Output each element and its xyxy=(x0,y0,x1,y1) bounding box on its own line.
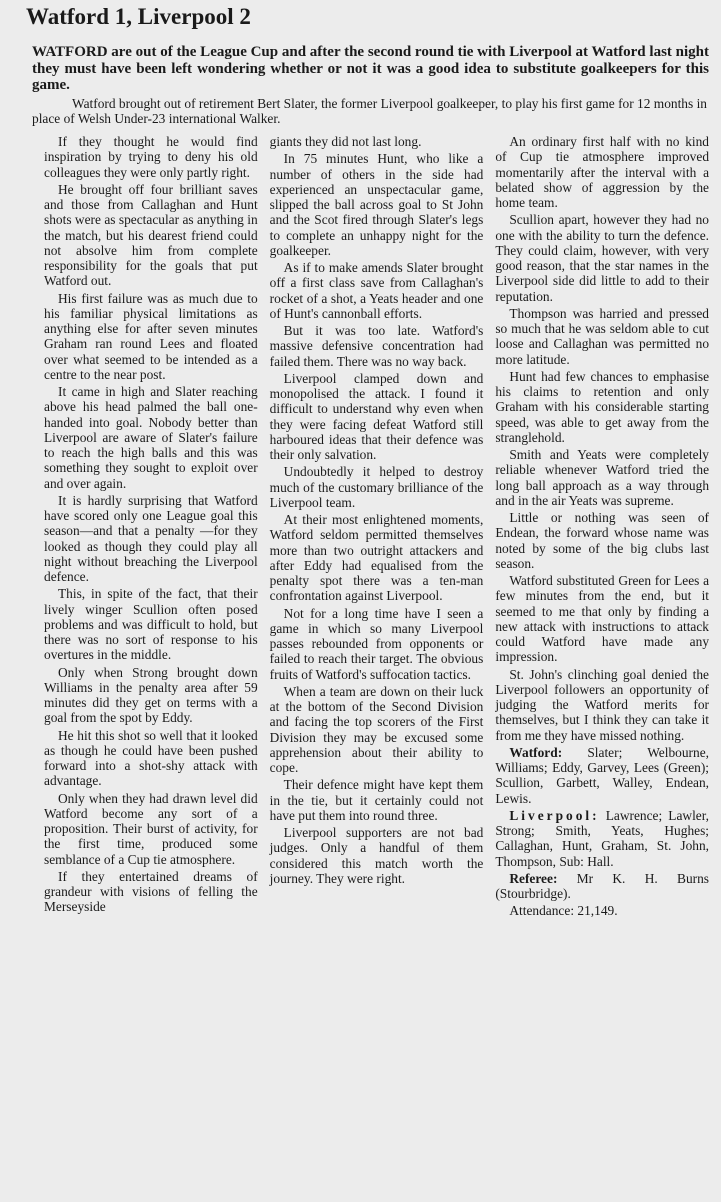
paragraph: An ordinary first half with no kind of Cup tie atmosphere improved momentarily after the interval with a belated show of aggression by the home team. xyxy=(495,134,710,211)
watford-label: Watford: xyxy=(509,744,563,760)
referee-line xyxy=(495,871,709,902)
paragraph: Thompson was harried and pressed so much that he was seldom able to cut loose and Callaghan was permitted no more latitude. xyxy=(495,305,710,367)
liverpool-label: Liverpool: xyxy=(509,807,600,823)
column-3 xyxy=(495,134,709,921)
attendance: Attendance: 21,149. xyxy=(509,903,618,919)
column-1 xyxy=(44,134,258,921)
referee-label: Referee: xyxy=(509,870,558,886)
paragraph: He brought off four brilliant saves and those from Callaghan and Hunt shots were as spectacular as anything in the match, but his dearest friend could not absolve him from complete responsibility for the goals that put Watford out. xyxy=(44,181,258,289)
paragraph: St. John's clinching goal denied the Liverpool followers an opportunity of judging the Watford merits for themselves, but I think they can take it from me they have missed nothing. xyxy=(495,666,710,743)
watford-lineup-text: Slater; Welbourne, Williams; Eddy, Garvey, Lees (Green); Scullion, Garbett, Walley, Endean, Lewis. xyxy=(495,744,710,806)
paragraph: This, in spite of the fact, that their lively winger Scullion often posed problems and was difficult to hold, but there was no sort of response to his overtures in the middle. xyxy=(44,586,258,663)
paragraph: Only when they had drawn level did Watford become any sort of a proposition. Their burst of activity, for the first time, produced some semblance of a Cup tie atmosphere. xyxy=(44,790,258,867)
headline: Watford 1, Liverpool 2 xyxy=(26,4,251,29)
paragraph: In 75 minutes Hunt, who like a number of others in the side had experienced an unspectacular game, slipped the ball across goal to St John and the Scot fired through Slater's legs to complete an unhappy night for the goalkeeper. xyxy=(269,151,484,258)
referee-name: Mr K. H. Burns (Stourbridge). xyxy=(495,870,710,902)
newspaper-clipping xyxy=(0,2,721,1202)
paragraph: When a team are down on their luck at the bottom of the Second Division and facing the top scorers of the First Division they may be excused some apprehension about their ability to cope. xyxy=(269,683,484,776)
paragraph: If they thought he would find inspiration by trying to deny his old colleagues they were only partly right. xyxy=(44,134,258,180)
paragraph: As if to make amends Slater brought off a first class save from Callaghan's rocket of a shot, a Yeats header and one of Hunt's cannonball efforts. xyxy=(269,260,484,321)
paragraph: Undoubtedly it helped to destroy much of the customary brilliance of the Liverpool team. xyxy=(269,464,484,510)
article-columns xyxy=(8,134,713,921)
paragraph: His first failure was as much due to his familiar physical limitations as anything else for after seven minutes Graham ran round Lees and floated over what seemed to be intended as a centre to the near post. xyxy=(44,290,258,382)
paragraph: Liverpool clamped down and monopolised the attack. I found it difficult to understand why even when they were facing defeat Watford still harboured ideas that their defence was their only salvation. xyxy=(269,370,484,463)
paragraph: If they entertained dreams of grandeur with visions of felling the Merseyside xyxy=(44,868,258,915)
paragraph: Their defence might have kept them in the tie, but it certainly could not have put them into round three. xyxy=(269,777,484,823)
paragraph: Not for a long time have I seen a game in which so many Liverpool passes rebounded from opponents or failed to reach their target. The obvious fruits of Watford's suffocation tactics. xyxy=(269,605,484,682)
intro-paragraph: WATFORD are out of the League Cup and after the second round tie with Liverpool at Watford last night they must have been left wondering whether or not it was a good idea to substitute goalkeepers for this game. xyxy=(32,44,709,94)
paragraph: It came in high and Slater reaching above his head palmed the ball one-handed into goal. Nobody better than Liverpool are aware of Slater's failure to reach the high balls and this was something they sought to exploit over and over again. xyxy=(44,384,258,491)
paragraph: Hunt had few chances to emphasise his claims to retention and only Graham with his considerable starting speed, was able to get away from the stranglehold. xyxy=(495,368,710,445)
paragraph: Only when Strong brought down Williams in the penalty area after 59 minutes did they get on terms with a goal from the spot by Eddy. xyxy=(44,664,258,726)
paragraph: Smith and Yeats were completely reliable whenever Watford tried the long ball approach as a way through and in the air Yeats was supreme. xyxy=(495,447,710,508)
paragraph: He hit this shot so well that it looked as though he could have been pushed forward into a shot-shy attack with advantage. xyxy=(44,727,258,789)
paragraph: giants they did not last long. xyxy=(269,134,422,150)
watford-lineup xyxy=(495,745,709,806)
paragraph: Scullion apart, however they had no one with the ability to turn the defence. They could claim, however, with very good reason, that the star names in the Liverpool side did little to add to their reputation. xyxy=(495,212,710,304)
column-2 xyxy=(270,134,484,921)
paragraph: At their most enlightened moments, Watford seldom permitted themselves more than two outright attackers and after Eddy had equalised from the penalty spot there was a ten-man confrontation against Liverpool. xyxy=(269,512,484,604)
paragraph: Little or nothing was seen of Endean, the forward whose name was noted by some of the big clubs last season. xyxy=(495,510,710,571)
liverpool-lineup xyxy=(495,808,709,869)
liverpool-lineup-text: Lawrence; Lawler, Strong; Smith, Yeats, Hughes; Callaghan, Hunt, Graham, St. John, Thompson, Sub: Hall. xyxy=(495,807,710,869)
subintro-paragraph: Watford brought out of retirement Bert Slater, the former Liverpool goalkeeper, to play his first game for 12 months in place of Welsh Under-23 international Walker. xyxy=(32,95,707,126)
paragraph: Watford substituted Green for Lees a few minutes from the end, but it seemed to me that only by finding a new attack with instructions to attack could Watford have made any impression. xyxy=(495,573,710,665)
paragraph: But it was too late. Watford's massive defensive concentration had failed them. There was no way back. xyxy=(269,323,484,369)
paragraph: Liverpool supporters are not bad judges. Only a handful of them considered this match worth the journey. They were right. xyxy=(269,825,484,886)
paragraph: It is hardly surprising that Watford have scored only one League goal this season—and that a penalty —for they looked as though they could play all night without breaching the Liverpool defence. xyxy=(44,492,258,585)
